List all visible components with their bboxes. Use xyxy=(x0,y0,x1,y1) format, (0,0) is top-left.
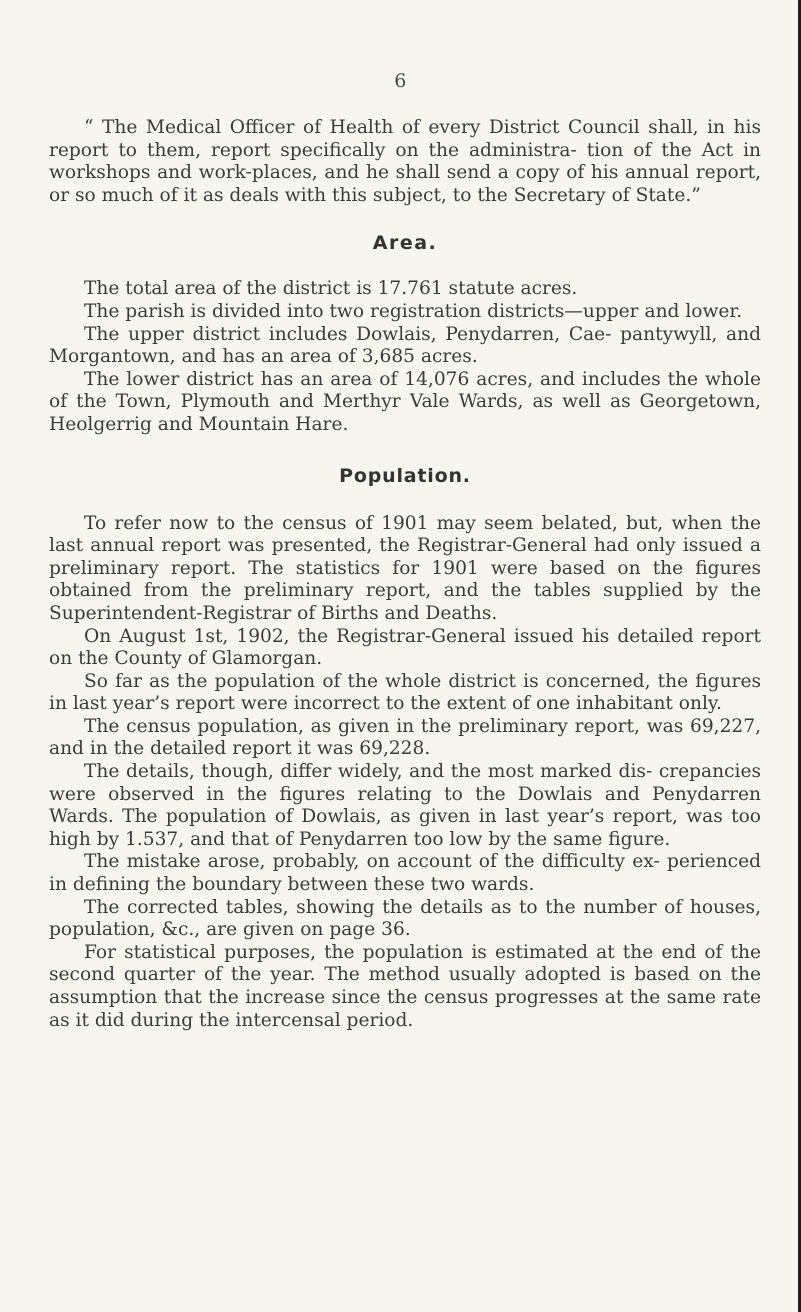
page-body xyxy=(49,117,761,1032)
quote-paragraph: “ The Medical Officer of Health of every District Council shall, in his report to them, report specifically on the administra- tion of the Act in workshops and work-places, and he shall send a copy of his annual report, or so much of it as deals with this subject, to the Secretary of State.” xyxy=(49,117,761,206)
area-heading: Area. xyxy=(372,232,438,255)
page-number: 6 xyxy=(394,70,407,92)
area-paragraph: The total area of the district is 17.761 statute acres. xyxy=(84,278,578,300)
area-paragraph: The lower district has an area of 14,076 acres, and includes the whole of the Town, Plymouth and Merthyr Vale Wards, as well as Georgetown, Heolgerrig and Mountain Hare. xyxy=(49,368,761,435)
population-paragraph: For statistical purposes, the population is estimated at the end of the second quarter of the year. The method usually adopted is based on the assumption that the increase since the census progresses at the same rate as it did during the intercensal period. xyxy=(49,941,761,1031)
population-heading: Population. xyxy=(339,464,471,487)
area-paragraph: The parish is divided into two registration districts—upper and lower. xyxy=(84,300,743,322)
population-paragraph: The details, though, differ widely, and the most marked dis- crepancies were observed in the figures relating to the Dowlais and Penydarren Wards. The population of Dowlais, as given in last year’s report, was too high by 1.537, and that of Penydarren too low by the same figure. xyxy=(49,761,761,850)
population-paragraph: The census population, as given in the preliminary report, was 69,227, and in the detailed report it was 69,228. xyxy=(49,715,761,760)
population-paragraph: So far as the population of the whole district is concerned, the figures in last year’s report were incorrect to the extent of one inhabitant only. xyxy=(49,670,761,715)
area-paragraph: The upper district includes Dowlais, Penydarren, Cae- pantywyll, and Morgantown, and has an area of 3,685 acres. xyxy=(49,323,761,368)
population-paragraph: To refer now to the census of 1901 may seem belated, but, when the last annual report was presented, the Registrar-General had only issued a preliminary report. The statistics for 1901 were based on the figures obtained from the preliminary report, and the tables supplied by the Superintendent-Registrar of Births and Deaths. xyxy=(49,512,761,624)
population-paragraph: On August 1st, 1902, the Registrar-General issued his detailed report on the County of Glamorgan. xyxy=(49,625,761,670)
population-paragraph: The mistake arose, probably, on account of the difficulty ex- perienced in defining the boundary between these two wards. xyxy=(49,851,761,896)
population-paragraph: The corrected tables, showing the details as to the number of houses, population, &c., are given on page 36. xyxy=(49,896,761,941)
